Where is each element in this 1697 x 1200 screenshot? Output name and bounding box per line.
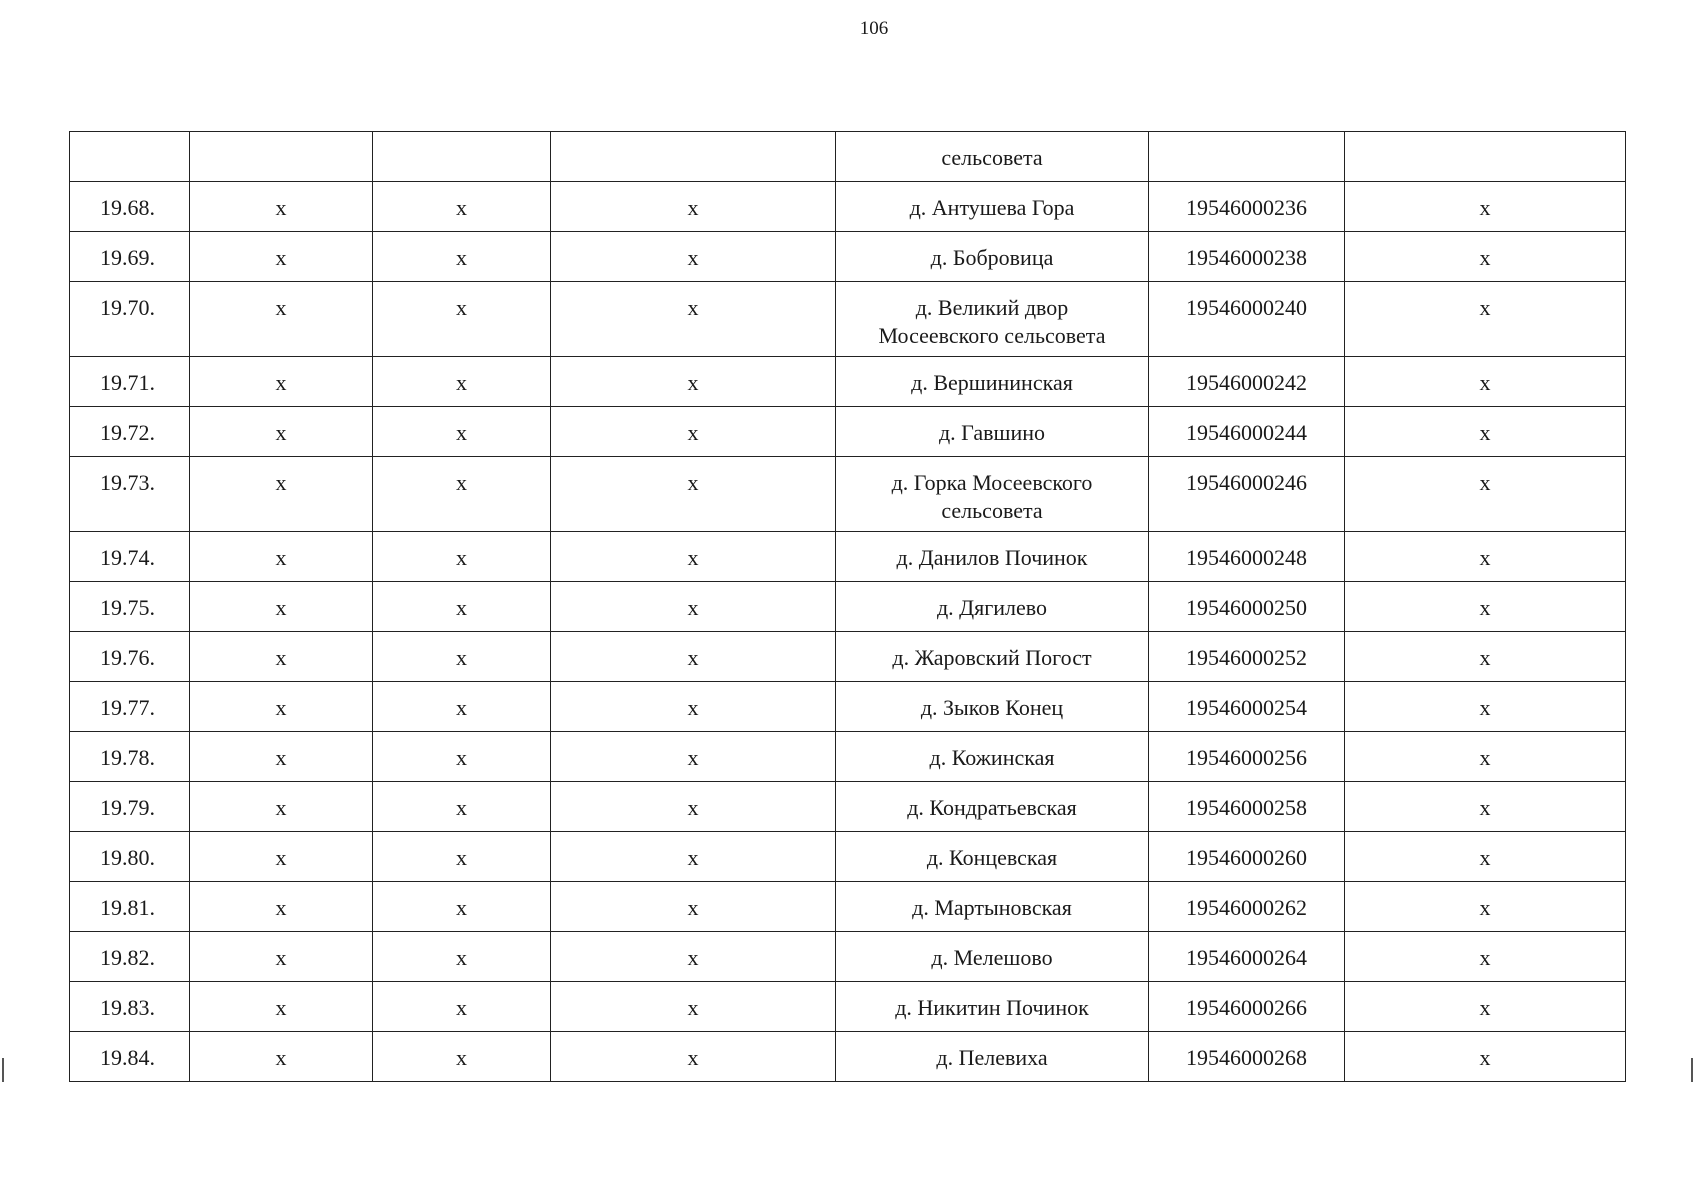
table-cell-c3: х [373,882,551,932]
table-cell-num: 19.81. [70,882,190,932]
table-cell-c3: х [373,282,551,357]
table-cell-name: д. Никитин Починок [836,982,1149,1032]
table-cell-c2: х [190,932,373,982]
table-cell-c7: х [1345,632,1626,682]
table-cell-c2: х [190,232,373,282]
table-cell-code: 19546000264 [1149,932,1345,982]
table-cell-c3: х [373,732,551,782]
table-continuation-row [70,132,1626,182]
table-cell-c4: х [551,1032,836,1082]
table-row [70,732,1626,782]
table-cell-c2: х [190,632,373,682]
table-cell-num: 19.84. [70,1032,190,1082]
table-body [70,132,1626,1082]
table-cell-code: 19546000252 [1149,632,1345,682]
table-cell-num: 19.68. [70,182,190,232]
table-cell-c4: х [551,982,836,1032]
table-row [70,357,1626,407]
table-row [70,182,1626,232]
table-row [70,982,1626,1032]
table-cell-code: 19546000268 [1149,1032,1345,1082]
table-cell-code: 19546000248 [1149,532,1345,582]
table-cell-name [836,457,1149,532]
table-row [70,832,1626,882]
table-cell-c2: х [190,357,373,407]
table-cell-c4: х [551,532,836,582]
table-cell-name: д. Мелешово [836,932,1149,982]
table-cell-c4: х [551,732,836,782]
settlement-table [69,131,1626,1082]
table-cell-c4: х [551,457,836,532]
table-cell-c2: х [190,282,373,357]
table-cell-c7: х [1345,882,1626,932]
table-cell [70,132,190,182]
table-cell-c2: х [190,582,373,632]
table-cell-c4: х [551,182,836,232]
table-cell-c3: х [373,682,551,732]
table-cell-c7: х [1345,932,1626,982]
table-cell-c7: х [1345,282,1626,357]
table-cell-code: 19546000236 [1149,182,1345,232]
table-cell-c2: х [190,457,373,532]
page-number: 106 [859,18,889,39]
table-cell-c4: х [551,407,836,457]
table-cell-name: д. Жаровский Погост [836,632,1149,682]
table-row [70,582,1626,632]
table-cell-c7: х [1345,457,1626,532]
name-line: д. Горка Мосеевского [891,470,1093,495]
table-cell-num: 19.72. [70,407,190,457]
table-cell-c3: х [373,182,551,232]
table-cell-c2: х [190,882,373,932]
table-row [70,457,1626,532]
table-cell-c7: х [1345,582,1626,632]
table-cell-name: д. Пелевиха [836,1032,1149,1082]
table-cell-c3: х [373,1032,551,1082]
table-cell-num: 19.71. [70,357,190,407]
table-cell-code: 19546000246 [1149,457,1345,532]
scan-edge-mark-left [2,1058,4,1082]
table-cell-name: д. Бобровица [836,232,1149,282]
table-cell-code: 19546000254 [1149,682,1345,732]
table-cell [373,132,551,182]
table-cell-c4: х [551,357,836,407]
table-cell-c3: х [373,982,551,1032]
table-cell-c7: х [1345,182,1626,232]
table-cell-c2: х [190,682,373,732]
table-cell-c2: х [190,1032,373,1082]
table-cell-c3: х [373,532,551,582]
table-cell-code: 19546000244 [1149,407,1345,457]
table-cell-c4: х [551,782,836,832]
table-row [70,232,1626,282]
table-row [70,407,1626,457]
table-cell-c3: х [373,782,551,832]
table-row [70,932,1626,982]
table-cell-name: д. Мартыновская [836,882,1149,932]
table-cell-c4: х [551,582,836,632]
table-row [70,282,1626,357]
table-cell: сельсовета [836,132,1149,182]
table-cell-c7: х [1345,532,1626,582]
table-cell-num: 19.82. [70,932,190,982]
table-cell-code: 19546000240 [1149,282,1345,357]
table-row [70,782,1626,832]
table-cell-num: 19.80. [70,832,190,882]
table-cell-num: 19.77. [70,682,190,732]
table-cell-name: д. Зыков Конец [836,682,1149,732]
table-cell-c4: х [551,882,836,932]
table-cell-c7: х [1345,232,1626,282]
table-cell [1345,132,1626,182]
table-cell-name: д. Концевская [836,832,1149,882]
table-cell-c2: х [190,407,373,457]
table-cell-name: д. Кондратьевская [836,782,1149,832]
table-cell-code: 19546000266 [1149,982,1345,1032]
table-cell-c7: х [1345,982,1626,1032]
table-cell-code: 19546000258 [1149,782,1345,832]
table-cell-c3: х [373,832,551,882]
table-cell-num: 19.70. [70,282,190,357]
table-cell-c2: х [190,182,373,232]
table-cell-num: 19.76. [70,632,190,682]
table-cell-c3: х [373,932,551,982]
table-cell-code: 19546000256 [1149,732,1345,782]
table-cell-c4: х [551,232,836,282]
table-cell-c7: х [1345,732,1626,782]
table-cell-c7: х [1345,682,1626,732]
table-cell-code: 19546000242 [1149,357,1345,407]
table-cell-c3: х [373,582,551,632]
table-cell-c3: х [373,357,551,407]
table-cell-c2: х [190,982,373,1032]
table-cell-name: д. Данилов Починок [836,532,1149,582]
table-cell-name: д. Вершининская [836,357,1149,407]
table-cell-c3: х [373,407,551,457]
table-row [70,1032,1626,1082]
table-cell-c2: х [190,732,373,782]
table-row [70,532,1626,582]
table-cell-num: 19.73. [70,457,190,532]
table-cell-code: 19546000262 [1149,882,1345,932]
table-cell-c4: х [551,932,836,982]
name-line: сельсовета [941,498,1043,523]
table-cell-num: 19.75. [70,582,190,632]
table-cell-c7: х [1345,782,1626,832]
table-cell [1149,132,1345,182]
table-cell [551,132,836,182]
table-cell-c3: х [373,457,551,532]
table-cell-name: д. Кожинская [836,732,1149,782]
name-line: Мосеевского сельсовета [878,323,1106,348]
table-cell-name: д. Антушева Гора [836,182,1149,232]
table-cell-c4: х [551,682,836,732]
table-cell-c7: х [1345,1032,1626,1082]
table-cell-c3: х [373,232,551,282]
table-cell-name: д. Гавшино [836,407,1149,457]
table-cell-c3: х [373,632,551,682]
table-cell-c4: х [551,632,836,682]
table-cell-num: 19.78. [70,732,190,782]
table-row [70,632,1626,682]
table-cell-c7: х [1345,407,1626,457]
table-cell-num: 19.74. [70,532,190,582]
table-cell-name: д. Дягилево [836,582,1149,632]
table-cell-c2: х [190,832,373,882]
scan-edge-mark-right [1691,1058,1693,1082]
table-row [70,682,1626,732]
table-cell-c7: х [1345,832,1626,882]
name-line: д. Великий двор [915,295,1069,320]
table-cell-name [836,282,1149,357]
table-cell-c4: х [551,832,836,882]
table-cell-num: 19.69. [70,232,190,282]
table-cell-c2: х [190,532,373,582]
table-cell-c2: х [190,782,373,832]
table-cell-code: 19546000250 [1149,582,1345,632]
table-cell-c7: х [1345,357,1626,407]
table-cell-code: 19546000260 [1149,832,1345,882]
table-cell-c4: х [551,282,836,357]
table-cell [190,132,373,182]
table-cell-code: 19546000238 [1149,232,1345,282]
table-cell-num: 19.79. [70,782,190,832]
table-cell-num: 19.83. [70,982,190,1032]
table-row [70,882,1626,932]
